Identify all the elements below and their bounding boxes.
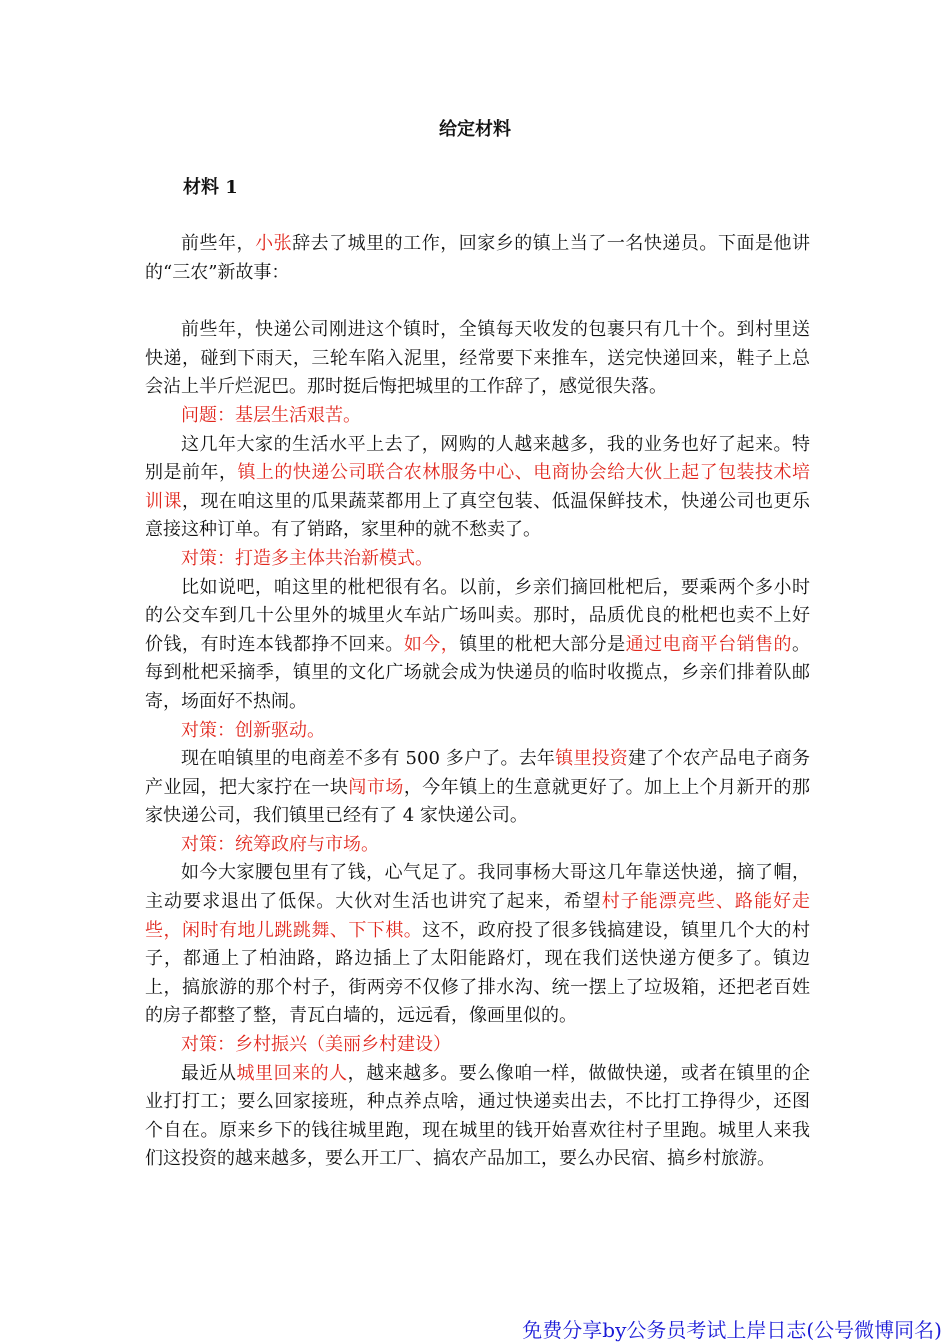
annotation-problem: 问题：基层生活艰苦。	[181, 404, 361, 426]
intro-highlight: 小张	[255, 233, 293, 254]
p2-text-1: 这几年大家的生活水平上去了，网购的人越来越多，我的业务也好了起来。特别是前年，	[145, 433, 810, 484]
document-title: 给定材料	[439, 119, 511, 140]
annotation-strategy-2: 对策：创新驱动。	[181, 719, 325, 741]
p4-text-2: 建了个农产品电子商务产业园，把大家拧在一块	[145, 748, 810, 798]
document-body	[145, 230, 810, 1174]
annotation-strategy-3: 对策：统筹政府与市场。	[181, 833, 379, 855]
paragraph-3	[145, 574, 810, 717]
p6-text-1: 最近从	[181, 1062, 237, 1084]
p4-text-1: 现在咱镇里的电商差不多有 500 多户了。去年	[181, 748, 556, 770]
p3-text-3: 。每到枇杷采摘季，镇里的文化广场就会成为快递员的临时收揽点，乡亲们排着队邮寄，场面好不热闹。	[145, 633, 811, 712]
annotation-strategy-4: 对策：乡村振兴（美丽乡村建设）	[181, 1034, 451, 1056]
paragraph-1: 前些年，快递公司刚进这个镇时，全镇每天收发的包裹只有几十个。到村里送快递，碰到下雨天，三轮车陷入泥里，经常要下来推车，送完快递回来，鞋子上总会沾上半斤烂泥巴。那时挺后悔把城里的工作辞了，感觉很失落。	[145, 319, 810, 398]
p5-text-1: 如今大家腰包里有了钱，心气足了。我同事杨大哥这几年靠送快递，摘了帽，主动要求退出了低保。大伙对生活也讲究了起来，希望	[145, 862, 810, 913]
p5-text-2: 这不，政府投了很多钱搞建设，镇里几个大的村子，都通上了柏油路，路边插上了太阳能路灯，现在我们送快递方便多了。镇边上，搞旅游的那个村子，街两旁不仅修了排水沟、统一摆上了垃圾箱，还把老百姓的房子都整了整，青瓦白墙的，远远看，像画里似的。	[145, 919, 811, 1027]
intro-paragraph	[145, 230, 810, 287]
intro-text-2: 辞去了城里的工作，回家乡的镇上当了一名快递员。下面是他讲的“三农”新故事：	[145, 233, 810, 283]
p2-highlight-1: 镇上的快递公司联合农林服务中心、电商协会给大伙上起了包装技术培训课	[145, 462, 811, 512]
intro-text-1: 前些年，	[181, 233, 256, 254]
p4-highlight-1: 镇里投资	[555, 748, 629, 770]
footer-watermark: 免费分享by公务员考试上岸日志(公号微博同名)	[522, 1318, 942, 1342]
p3-text-1: 比如说吧，咱这里的枇杷很有名。以前，乡亲们摘回枇杷后，要乘两个多小时的公交车到几十公里外的城里火车站广场叫卖。那时，品质优良的枇杷也卖不上好价钱，有时连本钱都挣不回来。	[145, 576, 810, 655]
p2-text-2: ，现在咱这里的瓜果蔬菜都用上了真空包装、低温保鲜技术，快递公司也更乐意接这种订单。有了销路，家里种的就不愁卖了。	[145, 490, 811, 541]
p6-text-2: ，越来越多。要么像咱一样，做做快递，或者在镇里的企业打打工；要么回家接班，种点养点啥，通过快递卖出去，不比打工挣得少，还图个自在。原来乡下的钱往城里跑，现在城里的钱开始喜欢往村子里跑。城里人来我们这投资的越来越多，要么开工厂、搞农产品加工，要么办民宿、搞乡村旅游。	[145, 1062, 811, 1170]
p6-highlight-1: 城里回来的人	[236, 1062, 348, 1084]
p4-text-3: ，今年镇上的生意就更好了。加上上个月新开的那家快递公司，我们镇里已经有了 4 家快递公司。	[145, 776, 811, 827]
p3-text-2: 镇里的枇杷大部分是	[459, 633, 626, 655]
paragraph-6	[145, 1060, 810, 1174]
p5-highlight-1: 村子能漂亮些、路能好走些，闲时有地儿跳跳舞、下下棋。	[145, 891, 810, 941]
annotation-strategy-1: 对策：打造多主体共治新模式。	[181, 547, 433, 569]
p3-highlight-2: 通过电商平台销售的	[625, 633, 793, 655]
p4-highlight-2: 闯市场	[348, 776, 404, 798]
section-heading: 材料 1	[183, 177, 238, 198]
p3-highlight-1: 如今，	[403, 633, 460, 655]
paragraph-2	[145, 431, 810, 545]
paragraph-5	[145, 859, 810, 1031]
paragraph-4	[145, 745, 810, 831]
